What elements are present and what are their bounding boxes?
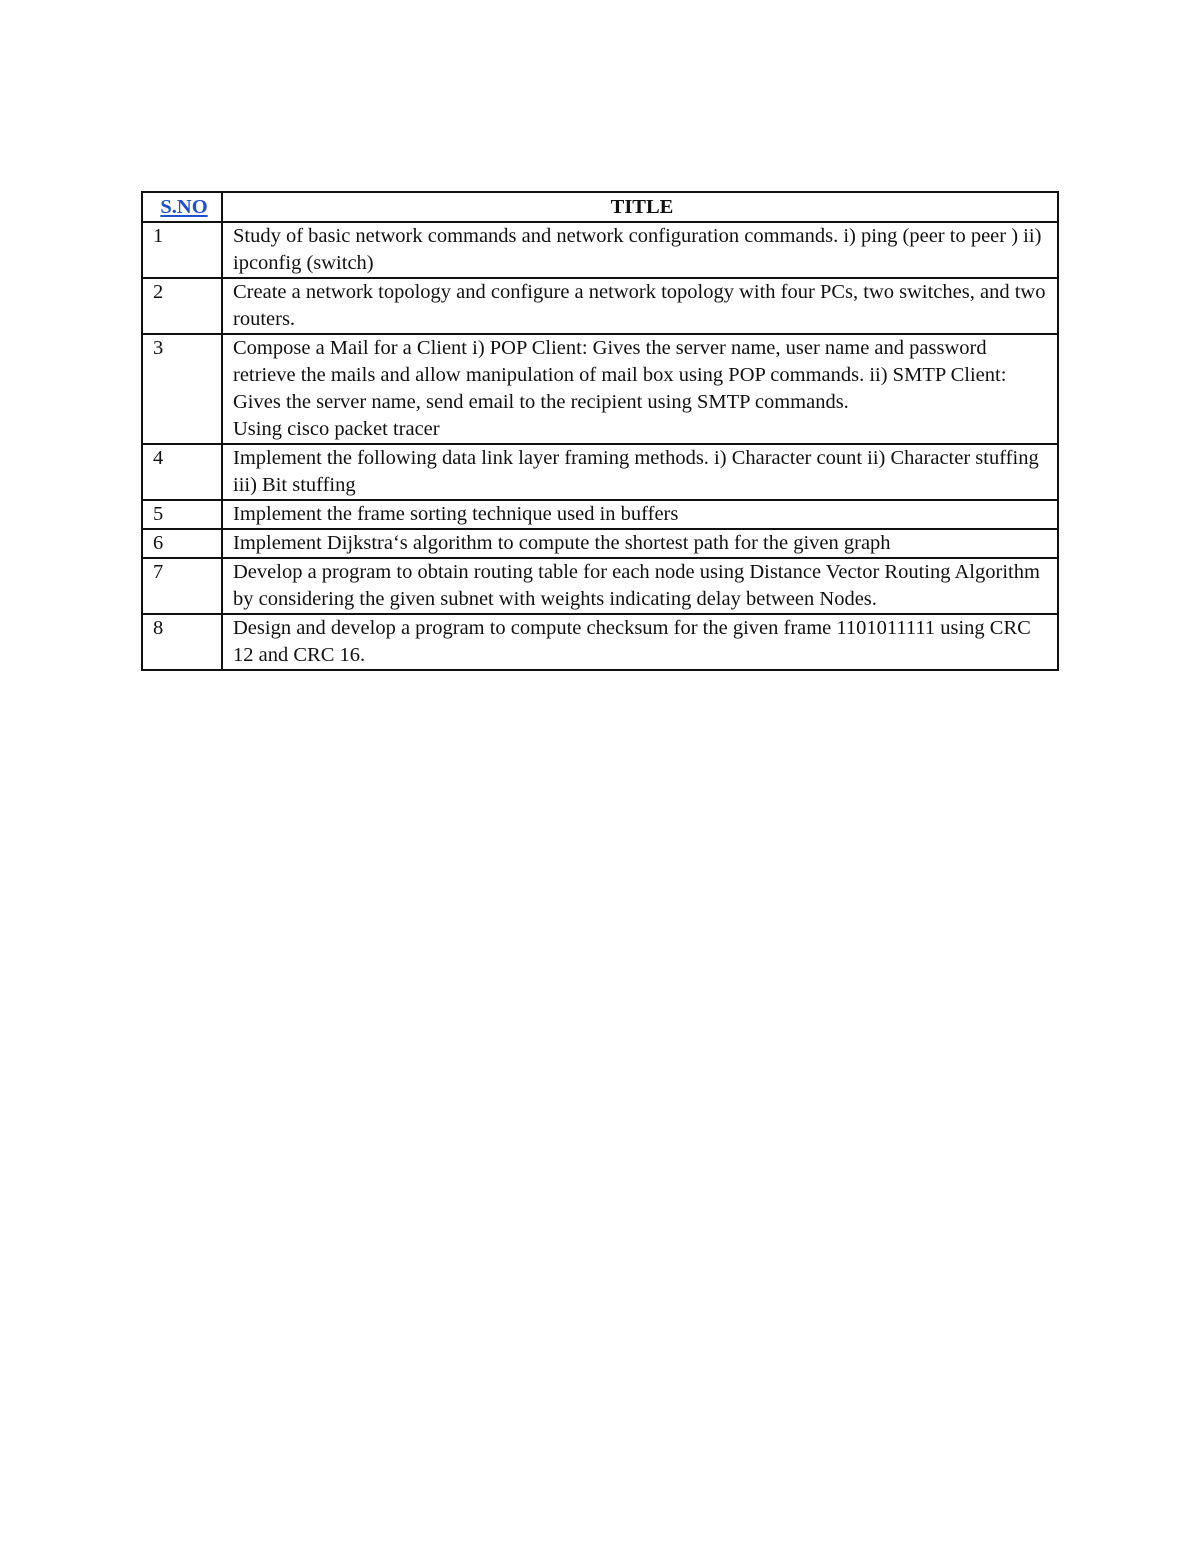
row-title-cell: Implement Dijkstra‘s algorithm to compute the shortest path for the given graph — [222, 529, 1058, 558]
row-title-cell: Implement the frame sorting technique used in buffers — [222, 500, 1058, 529]
sno-header-link[interactable]: S.NO — [160, 196, 208, 218]
row-sno-cell: 5 — [142, 500, 222, 529]
table-row — [142, 529, 1058, 558]
row-sno-cell: 8 — [142, 614, 222, 670]
row-sno-cell: 2 — [142, 278, 222, 334]
row-title-cell: Create a network topology and configure a network topology with four PCs, two switches, and two routers. — [222, 278, 1058, 334]
table-row — [142, 444, 1058, 500]
table-row — [142, 278, 1058, 334]
row-title-cell: Design and develop a program to compute checksum for the given frame 1101011111 using CRC 12 and CRC 16. — [222, 614, 1058, 670]
row-sno-cell: 3 — [142, 334, 222, 444]
table-body — [142, 222, 1058, 670]
table-row — [142, 500, 1058, 529]
row-title-cell: Study of basic network commands and network configuration commands. i) ping (peer to peer ) ii) ipconfig (switch) — [222, 222, 1058, 278]
row-sno-cell: 1 — [142, 222, 222, 278]
row-sno-cell: 6 — [142, 529, 222, 558]
table-row — [142, 558, 1058, 614]
title-column-header: TITLE — [222, 192, 1058, 222]
table-row — [142, 222, 1058, 278]
row-title-cell: Compose a Mail for a Client i) POP Client: Gives the server name, user name and password retrieve the mails and allow manipulation of mail box using POP commands. ii) SMTP Client: Gives the server name, send email to the recipient using SMTP commands. Using cisco packet tracer — [222, 334, 1058, 444]
row-title-cell: Develop a program to obtain routing table for each node using Distance Vector Routing Algorithm by considering the given subnet with weights indicating delay between Nodes. — [222, 558, 1058, 614]
table-header-row — [142, 192, 1058, 222]
experiment-list-table — [141, 191, 1059, 671]
sno-column-header — [142, 192, 222, 222]
row-sno-cell: 7 — [142, 558, 222, 614]
table-row — [142, 334, 1058, 444]
row-title-cell: Implement the following data link layer framing methods. i) Character count ii) Character stuffing iii) Bit stuffing — [222, 444, 1058, 500]
row-sno-cell: 4 — [142, 444, 222, 500]
table-header — [142, 192, 1058, 222]
table-row — [142, 614, 1058, 670]
